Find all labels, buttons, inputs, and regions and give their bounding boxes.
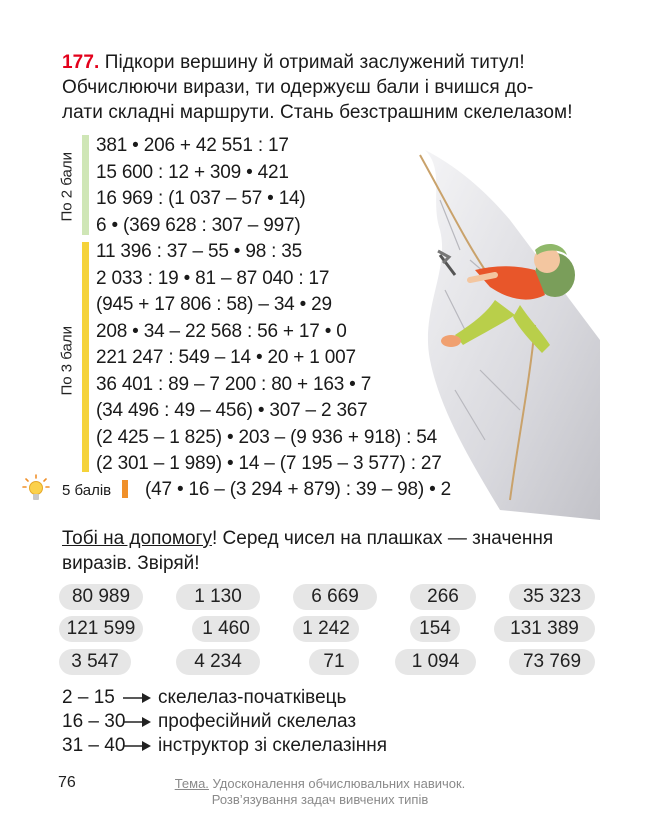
rank-row: [62, 710, 387, 734]
rank-title: інструктор зі скелелазіння: [158, 735, 388, 756]
ranks-list: [62, 686, 387, 758]
task-line-1-text: Підкори вершину й отримай заслужений титул!: [104, 52, 525, 73]
expression: (34 496 : 49 – 456) • 307 – 2 367: [96, 400, 368, 421]
help-line-2: виразів. Звіряй!: [62, 553, 200, 574]
expression: 36 401 : 89 – 7 200 : 80 + 163 • 7: [96, 373, 372, 395]
theme-line-2: Розв’язування задач вивчених типів: [211, 792, 429, 807]
footer-theme: [150, 776, 490, 808]
expression: 381 • 206 + 42 551 : 17: [96, 135, 289, 156]
three-points-label: По 3 бали: [58, 325, 76, 396]
task-line-3: лати складні маршрути. Стань безстрашним скелелазом!: [62, 102, 573, 123]
answer-chip: 266: [410, 584, 476, 610]
expression: (945 + 17 806 : 58) – 34 • 29: [96, 294, 332, 315]
arrow-right-icon: [122, 692, 152, 704]
three-points-expressions: [96, 239, 442, 478]
rank-row: [62, 734, 387, 758]
rank-title: професійний скелелаз: [158, 711, 357, 732]
five-points-expression: (47 • 16 – (3 294 + 879) : 39 – 98) • 2: [145, 479, 452, 500]
task-line-1: [62, 50, 602, 75]
answer-chip: 1 460: [192, 616, 260, 642]
expression: 16 969 : (1 037 – 57 • 14): [96, 188, 306, 209]
answer-chip: 6 669: [293, 584, 377, 610]
rank-row: [62, 686, 387, 710]
help-underlined: Тобі на допомогу: [62, 528, 212, 549]
task-number: 177.: [62, 52, 100, 73]
expression: 208 • 34 – 22 568 : 56 + 17 • 0: [96, 320, 347, 342]
rank-range: 16 – 30: [62, 711, 126, 732]
page-number: 76: [58, 774, 76, 791]
five-points-bar: [122, 480, 128, 498]
rank-range: 31 – 40: [62, 735, 126, 756]
two-points-bar: [82, 135, 89, 235]
theme-label: Тема.: [174, 776, 209, 791]
three-points-bar: [82, 242, 89, 472]
answer-chip: 121 599: [59, 616, 143, 642]
help-text: [62, 526, 596, 576]
answer-chip: 73 769: [509, 649, 595, 675]
answer-chip: 131 389: [494, 616, 595, 642]
two-points-label: По 2 бали: [58, 151, 76, 222]
expression: (2 425 – 1 825) • 203 – (9 936 + 918) : 54: [96, 426, 438, 448]
answer-chip: 1 094: [395, 649, 476, 675]
answer-chip: 71: [309, 649, 359, 675]
task-text: [62, 50, 602, 125]
two-points-expressions: [96, 133, 306, 239]
expression: 2 033 : 19 • 81 – 87 040 : 17: [96, 267, 330, 289]
five-points-label: 5 балів: [62, 482, 112, 499]
answer-chip: 80 989: [59, 584, 143, 610]
expression: (2 301 – 1 989) • 14 – (7 195 – 3 577) : 27: [96, 453, 442, 474]
rank-title: скелелаз-початківець: [158, 687, 347, 708]
answer-chip: 1 130: [176, 584, 260, 610]
arrow-right-icon: [122, 740, 152, 752]
task-line-2: Обчислюючи вирази, ти одержуєш бали і вчишся до-: [62, 77, 534, 98]
rank-range: 2 – 15: [62, 687, 115, 708]
arrow-right-icon: [122, 716, 152, 728]
theme-line-1: Удосконалення обчислювальних навичок.: [212, 776, 466, 791]
answer-chip: 4 234: [176, 649, 260, 675]
rock-face: [425, 150, 600, 520]
help-line-1-rest: ! Серед чисел на плашках — значення: [211, 528, 554, 549]
answer-chip: 154: [410, 616, 460, 642]
expression: 6 • (369 628 : 307 – 997): [96, 214, 301, 236]
answer-chip: 35 323: [509, 584, 595, 610]
expression: 11 396 : 37 – 55 • 98 : 35: [96, 241, 303, 262]
lightbulb-icon: [22, 474, 50, 504]
expression: 15 600 : 12 + 309 • 421: [96, 161, 289, 183]
answer-chip: 3 547: [59, 649, 131, 675]
expression: 221 247 : 549 – 14 • 20 + 1 007: [96, 347, 356, 368]
answer-chip: 1 242: [293, 616, 359, 642]
